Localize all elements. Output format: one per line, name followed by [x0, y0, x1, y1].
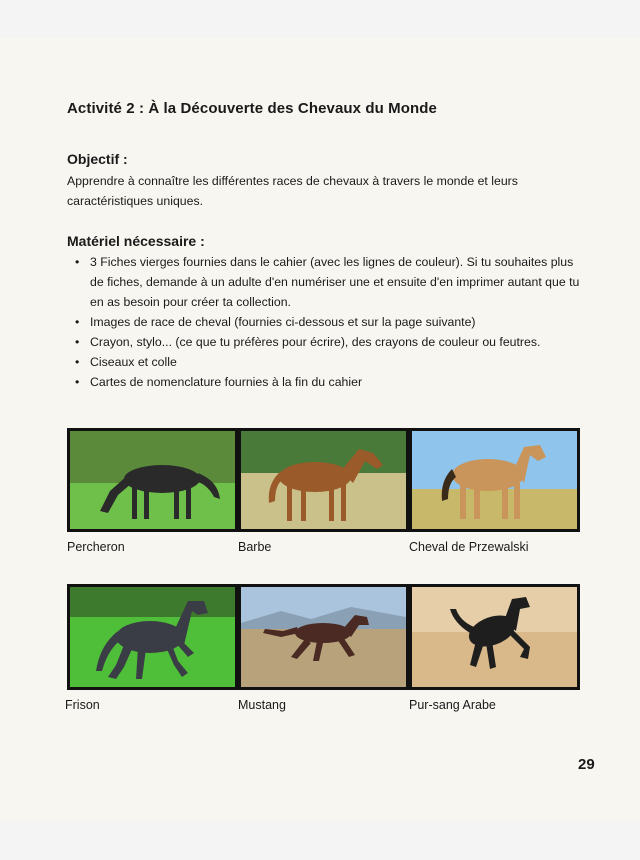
materials-heading: Matériel nécessaire : — [67, 233, 205, 249]
bay-horse-standing-photo — [241, 431, 406, 529]
materials-item: • Cartes de nomenclature fournies à la fin du cahier — [75, 372, 580, 392]
activity-title: Activité 2 : À la Découverte des Chevaux du Monde — [67, 100, 437, 117]
materials-list — [75, 252, 580, 392]
materials-item: • Images de race de cheval (fournies ci-dessous et sur la page suivante) — [75, 312, 580, 332]
breed-caption: Cheval de Przewalski — [409, 540, 529, 554]
materials-item: • Ciseaux et colle — [75, 352, 580, 372]
percheron-photo — [67, 428, 238, 532]
przewalski-horse-photo — [412, 431, 577, 529]
breed-caption: Mustang — [238, 698, 286, 712]
materials-item: • 3 Fiches vierges fournies dans le cahier (avec les lignes de couleur). Si tu souhaites plus de fiches, demande à un adulte d'en numériser une et ensuite d'en imprimer autant que tu en as besoin pour créer ta collection. — [75, 252, 580, 312]
pur-sang-arabe-photo — [409, 584, 580, 690]
black-horse-rearing-photo — [412, 587, 577, 687]
page-number: 29 — [578, 756, 595, 773]
objective-text: Apprendre à connaître les différentes races de chevaux à travers le monde et leurs caractéristiques uniques. — [67, 174, 518, 208]
dark-horse-grazing-photo — [70, 431, 235, 529]
przewalski-photo — [409, 428, 580, 532]
black-horse-trotting-photo — [70, 587, 235, 687]
objective-heading: Objectif : — [67, 151, 128, 167]
brown-horse-running-photo — [241, 587, 406, 687]
barbe-photo — [238, 428, 409, 532]
breed-caption: Pur-sang Arabe — [409, 698, 496, 712]
materials-item: • Crayon, stylo... (ce que tu préfères pour écrire), des crayons de couleur ou feutres. — [75, 332, 580, 352]
worksheet-page — [0, 38, 640, 820]
breed-caption: Barbe — [238, 540, 272, 554]
mustang-photo — [238, 584, 409, 690]
breed-caption: Percheron — [67, 540, 125, 554]
frison-photo — [67, 584, 238, 690]
breed-caption: Frison — [65, 698, 100, 712]
